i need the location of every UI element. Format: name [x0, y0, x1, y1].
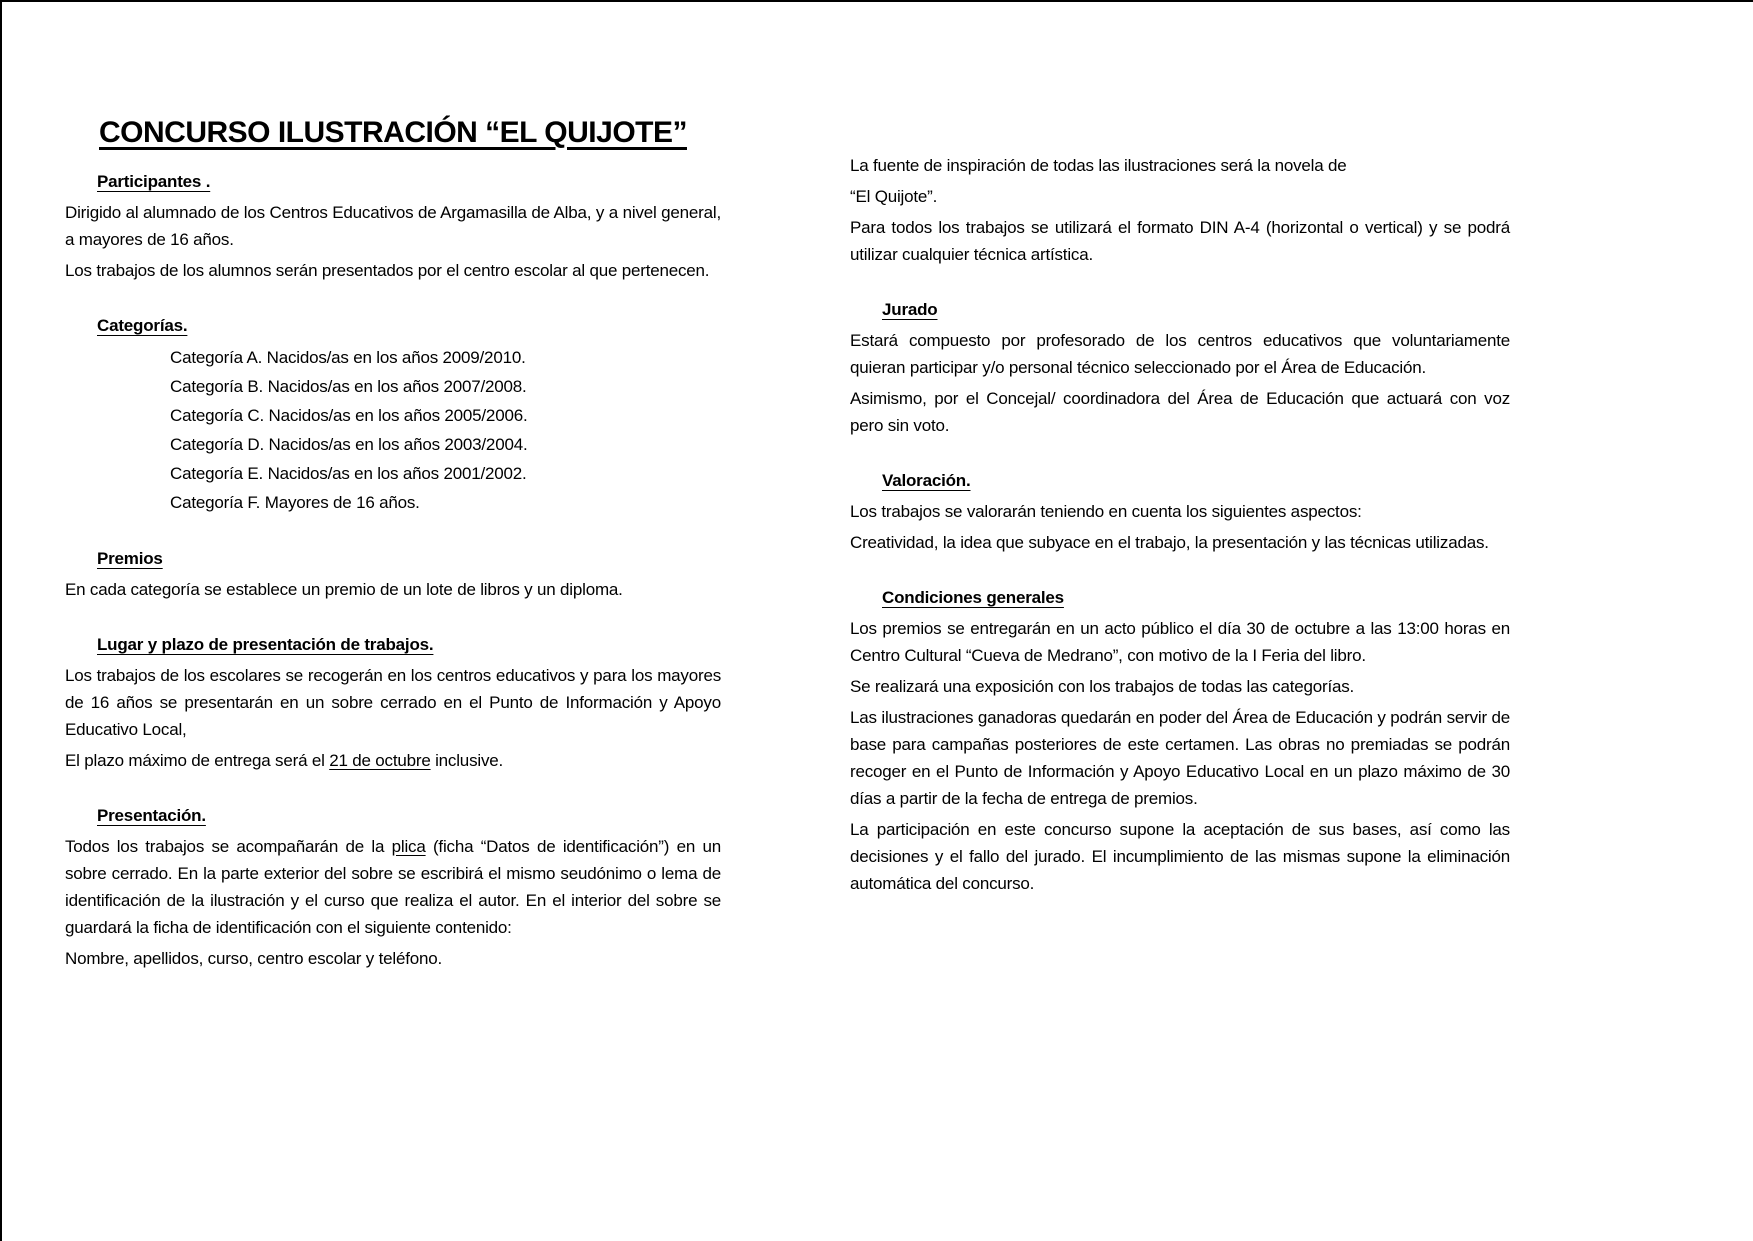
paragraph: La fuente de inspiración de todas las ilustraciones será la novela de: [850, 156, 1347, 175]
category-item: Categoría E. Nacidos/as en los años 2001/2002.: [170, 464, 527, 483]
page-border-top: [0, 0, 1753, 2]
section-valoracion: [850, 467, 1510, 556]
section-condiciones: [850, 584, 1510, 897]
paragraph: [65, 833, 721, 941]
paragraph: Nombre, apellidos, curso, centro escolar y teléfono.: [65, 949, 443, 968]
document-title: CONCURSO ILUSTRACIÓN “EL QUIJOTE”: [99, 116, 687, 150]
paragraph: Los trabajos de los escolares se recogerán en los centros educativos y para los mayores de 16 años se presentarán en un sobre cerrado en el Punto de Información y Apoyo Educativo Local,: [65, 666, 721, 739]
paragraph: Los premios se entregarán en un acto público el día 30 de octubre a las 13:00 horas en Centro Cultural “Cueva de Medrano”, con motivo de la I Feria del libro.: [850, 619, 1510, 665]
section-heading-jurado: Jurado: [882, 300, 938, 319]
section-heading-lugar-plazo: Lugar y plazo de presentación de trabajos.: [97, 635, 434, 654]
text-segment: inclusive.: [430, 751, 504, 770]
section-premios: [65, 545, 721, 603]
category-list: [170, 343, 721, 517]
text-segment: El plazo máximo de entrega será el: [65, 751, 330, 770]
section-presentacion: [65, 802, 721, 972]
text-segment: (ficha “Datos de identificación”) en un sobre cerrado. En la parte exterior del sobre se escribirá el mismo seudónimo o lema de identificación de la ilustración y el curso que realiza el autor. En el interior del sobre se guardará la ficha de identificación con el siguiente contenido:: [65, 837, 721, 937]
section-heading-condiciones: Condiciones generales: [882, 588, 1064, 607]
paragraph: Estará compuesto por profesorado de los centros educativos que voluntariamente quieran participar y/o personal técnico seleccionado por el Área de Educación.: [850, 331, 1510, 377]
paragraph: La participación en este concurso supone la aceptación de sus bases, así como las decisiones y el fallo del jurado. El incumplimiento de las mismas supone la eliminación automática del concurso.: [850, 820, 1510, 893]
section-heading-participantes: Participantes .: [97, 172, 211, 191]
category-item: Categoría C. Nacidos/as en los años 2005/2006.: [170, 406, 528, 425]
section-jurado: [850, 296, 1510, 439]
category-item: Categoría F. Mayores de 16 años.: [170, 493, 420, 512]
paragraph: Creatividad, la idea que subyace en el trabajo, la presentación y las técnicas utilizadas.: [850, 533, 1489, 552]
category-item: Categoría B. Nacidos/as en los años 2007/2008.: [170, 377, 527, 396]
paragraph: En cada categoría se establece un premio de un lote de libros y un diploma.: [65, 580, 623, 599]
section-heading-valoracion: Valoración.: [882, 471, 971, 490]
category-item: Categoría D. Nacidos/as en los años 2003/2004.: [170, 435, 528, 454]
section-participantes: [65, 168, 721, 284]
paragraph: Los trabajos de los alumnos serán presentados por el centro escolar al que pertenecen.: [65, 261, 710, 280]
paragraph: “El Quijote”.: [850, 187, 938, 206]
paragraph: Las ilustraciones ganadoras quedarán en poder del Área de Educación y podrán servir de base para campañas posteriores de este certamen. Las obras no premiadas se podrán recoger en el Punto de Información y Apoyo Educativo Local en un plazo máximo de 30 días a partir de la fecha de entrega de premios.: [850, 708, 1510, 808]
section-heading-categorias: Categorías.: [97, 316, 188, 335]
paragraph: Los trabajos se valorarán teniendo en cuenta los siguientes aspectos:: [850, 502, 1362, 521]
paragraph: Se realizará una exposición con los trabajos de todas las categorías.: [850, 677, 1355, 696]
paragraph: Dirigido al alumnado de los Centros Educativos de Argamasilla de Alba, y a nivel general, a mayores de 16 años.: [65, 203, 721, 249]
underlined-deadline: 21 de octubre: [329, 751, 431, 770]
paragraph: Para todos los trabajos se utilizará el formato DIN A-4 (horizontal o vertical) y se podrá utilizar cualquier técnica artística.: [850, 218, 1510, 264]
left-column: [65, 168, 721, 976]
section-inspiracion: [850, 152, 1510, 268]
underlined-plica: plica: [391, 837, 426, 856]
category-item: Categoría A. Nacidos/as en los años 2009/2010.: [170, 348, 526, 367]
section-heading-presentacion: Presentación.: [97, 806, 206, 825]
paragraph: [65, 747, 721, 774]
section-heading-premios: Premios: [97, 549, 163, 568]
text-segment: Todos los trabajos se acompañarán de la: [65, 837, 392, 856]
section-categorias: [65, 312, 721, 517]
paragraph: Asimismo, por el Concejal/ coordinadora del Área de Educación que actuará con voz pero sin voto.: [850, 389, 1510, 435]
right-column: [850, 152, 1510, 901]
page-border-left: [0, 0, 2, 1241]
section-lugar-plazo: [65, 631, 721, 774]
